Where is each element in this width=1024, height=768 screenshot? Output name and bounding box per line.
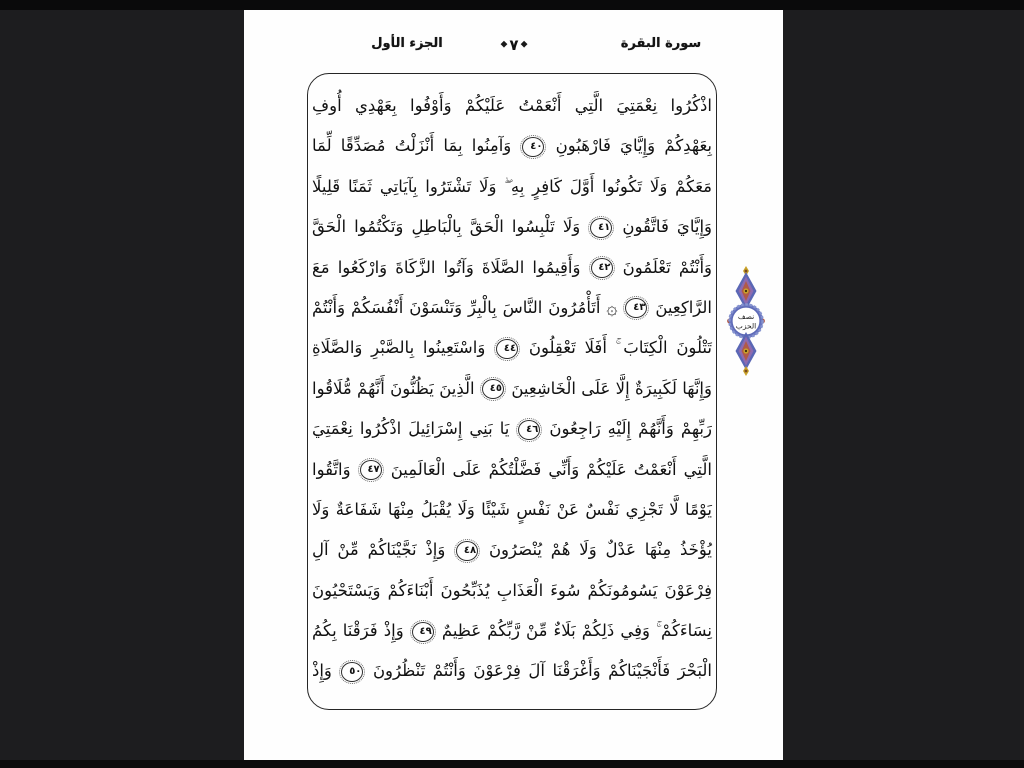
ayah-number-marker: ٤١ bbox=[590, 218, 612, 238]
ayah-number-marker: ٤٠ bbox=[522, 137, 544, 157]
quran-line: بِعَهْدِكُمْ وَإِيَّايَ فَارْهَبُونِ ٤٠ وَآمِنُوا بِمَا أَنْزَلْتُ مُصَدِّقًا لِّمَا bbox=[312, 136, 712, 156]
ayah-number-marker: ٤٢ bbox=[591, 258, 613, 278]
ayah-number-marker: ٤٦ bbox=[518, 420, 540, 440]
quran-line: نِسَاءَكُمْ ۚ وَفِي ذَلِكُمْ بَلَاءٌ مِّنْ رَّبِّكُمْ عَظِيمٌ ٤٩ وَإِذْ فَرَقْنَا بِكُمُ bbox=[312, 621, 712, 641]
top-letterbox-bar bbox=[0, 0, 1024, 10]
ayah-number-marker: ٤٩ bbox=[412, 622, 434, 642]
quran-line: تَتْلُونَ الْكِتَابَ ۚ أَفَلَا تَعْقِلُونَ ٤٤ وَاسْتَعِينُوا بِالصَّبْرِ وَالصَّلَاةِ bbox=[312, 338, 712, 358]
ayah-number-marker: ٤٥ bbox=[482, 379, 504, 399]
diamond-ornament-icon: ◆ bbox=[520, 39, 528, 50]
quran-line: وَإِيَّايَ فَاتَّقُونِ ٤١ وَلَا تَلْبِسُوا الْحَقَّ بِالْبَاطِلِ وَتَكْتُمُوا الْحَقَّ bbox=[312, 217, 712, 237]
quran-text-block bbox=[312, 86, 712, 692]
page-number-ornament bbox=[474, 34, 554, 54]
ayah-number-marker: ٤٤ bbox=[496, 339, 518, 359]
page-number: ٧ bbox=[509, 35, 519, 54]
quran-line: الرَّاكِعِينَ ٤٣ ۞ أَتَأْمُرُونَ النَّاسَ بِالْبِرِّ وَتَنْسَوْنَ أَنْفُسَكُمْ وَأَنْتُمْ bbox=[312, 297, 713, 320]
diamond-ornament-icon: ◆ bbox=[500, 39, 508, 50]
quran-line: اذْكُرُوا نِعْمَتِيَ الَّتِي أَنْعَمْتُ عَلَيْكُمْ وَأَوْفُوا بِعَهْدِي أُوفِ bbox=[312, 96, 712, 115]
hizb-label-top: نصف bbox=[737, 312, 755, 321]
hizb-marker-medallion-icon bbox=[726, 266, 766, 376]
rub-el-hizb-icon: ۞ bbox=[606, 297, 618, 320]
ayah-number-marker: ٤٣ bbox=[625, 298, 647, 318]
quran-line: وَإِنَّهَا لَكَبِيرَةٌ إِلَّا عَلَى الْخَاشِعِينَ ٤٥ الَّذِينَ يَظُنُّونَ أَنَّهُمْ مُّلَاقُوا bbox=[312, 378, 712, 398]
quran-line: وَأَنْتُمْ تَعْلَمُونَ ٤٢ وَأَقِيمُوا الصَّلَاةَ وَآتُوا الزَّكَاةَ وَارْكَعُوا مَعَ bbox=[312, 257, 712, 277]
ayah-number-marker: ٥٠ bbox=[341, 662, 363, 682]
juz-title: الجزء الأول bbox=[371, 36, 443, 51]
quran-line: الْبَحْرَ فَأَنْجَيْنَاكُمْ وَأَغْرَقْنَا آلَ فِرْعَوْنَ وَأَنْتُمْ تَنْظُرُونَ ٥٠ وَإِذْ bbox=[312, 661, 712, 681]
quran-line: الَّتِي أَنْعَمْتُ عَلَيْكُمْ وَأَنِّي فَضَّلْتُكُمْ عَلَى الْعَالَمِينَ ٤٧ وَاتَّقُوا bbox=[312, 459, 712, 479]
bottom-letterbox-bar bbox=[0, 760, 1024, 768]
surah-title: سورة البقرة bbox=[620, 36, 702, 51]
quran-line: فِرْعَوْنَ يَسُومُونَكُمْ سُوءَ الْعَذَابِ يُذَبِّحُونَ أَبْنَاءَكُمْ وَيَسْتَحْيُونَ bbox=[312, 580, 712, 600]
hizb-label-bottom: الحزب bbox=[735, 321, 757, 331]
mushaf-page[interactable] bbox=[244, 10, 783, 760]
quran-line: مَعَكُمْ وَلَا تَكُونُوا أَوَّلَ كَافِرٍ بِهِ ۖ وَلَا تَشْتَرُوا بِآيَاتِي ثَمَنًا قَلِيلًا bbox=[312, 176, 712, 196]
quran-line: يَوْمًا لَّا تَجْزِي نَفْسٌ عَنْ نَفْسٍ شَيْئًا وَلَا يُقْبَلُ مِنْهَا شَفَاعَةٌ وَلَا bbox=[312, 499, 712, 519]
ayah-number-marker: ٤٨ bbox=[456, 541, 478, 561]
quran-line: رَبِّهِمْ وَأَنَّهُمْ إِلَيْهِ رَاجِعُونَ ٤٦ يَا بَنِي إِسْرَائِيلَ اذْكُرُوا نِعْمَتِيَ bbox=[312, 419, 712, 439]
ayah-number-marker: ٤٧ bbox=[360, 460, 382, 480]
quran-line: يُؤْخَذُ مِنْهَا عَدْلٌ وَلَا هُمْ يُنْصَرُونَ ٤٨ وَإِذْ نَجَّيْنَاكُمْ مِّنْ آلِ bbox=[312, 540, 712, 560]
